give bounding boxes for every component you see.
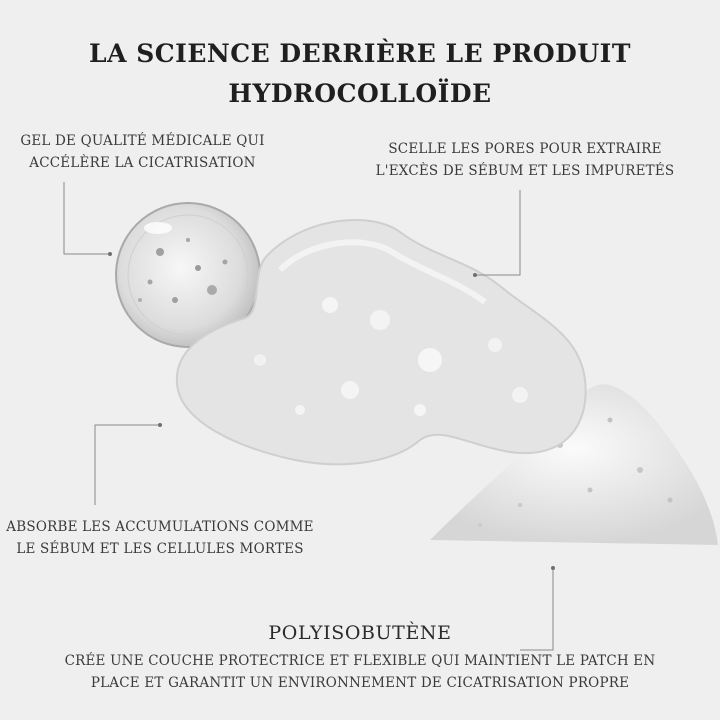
gel-callout-line-2: ACCÉLÈRE LA CICATRISATION	[29, 155, 256, 171]
absorb-callout-line-1: ABSORBE LES ACCUMULATIONS COMME	[6, 519, 314, 535]
polyisobutene-description	[30, 650, 690, 694]
gel-callout-line-1: GEL DE QUALITÉ MÉDICALE QUI	[20, 133, 265, 149]
polyisobutene-title: POLYISOBUTÈNE	[268, 622, 452, 644]
gel-callout	[0, 130, 285, 174]
polyisobutene-line-1: CRÉE UNE COUCHE PROTECTRICE ET FLEXIBLE QUI MAINTIENT LE PATCH EN	[64, 653, 656, 669]
absorb-callout	[0, 516, 320, 560]
page-title	[0, 34, 720, 114]
absorb-callout-line-2: LE SÉBUM ET LES CELLULES MORTES	[16, 541, 304, 557]
pores-callout-line-1: SCELLE LES PORES POUR EXTRAIRE	[388, 141, 662, 157]
title-line-2: HYDROCOLLOÏDE	[228, 79, 492, 108]
pores-callout	[370, 138, 680, 182]
polyisobutene-line-2: PLACE ET GARANTIT UN ENVIRONNEMENT DE CICATRISATION PROPRE	[90, 675, 630, 691]
title-line-1: LA SCIENCE DERRIÈRE LE PRODUIT	[89, 39, 631, 68]
pores-callout-line-2: L'EXCÈS DE SÉBUM ET LES IMPURETÉS	[375, 163, 675, 179]
